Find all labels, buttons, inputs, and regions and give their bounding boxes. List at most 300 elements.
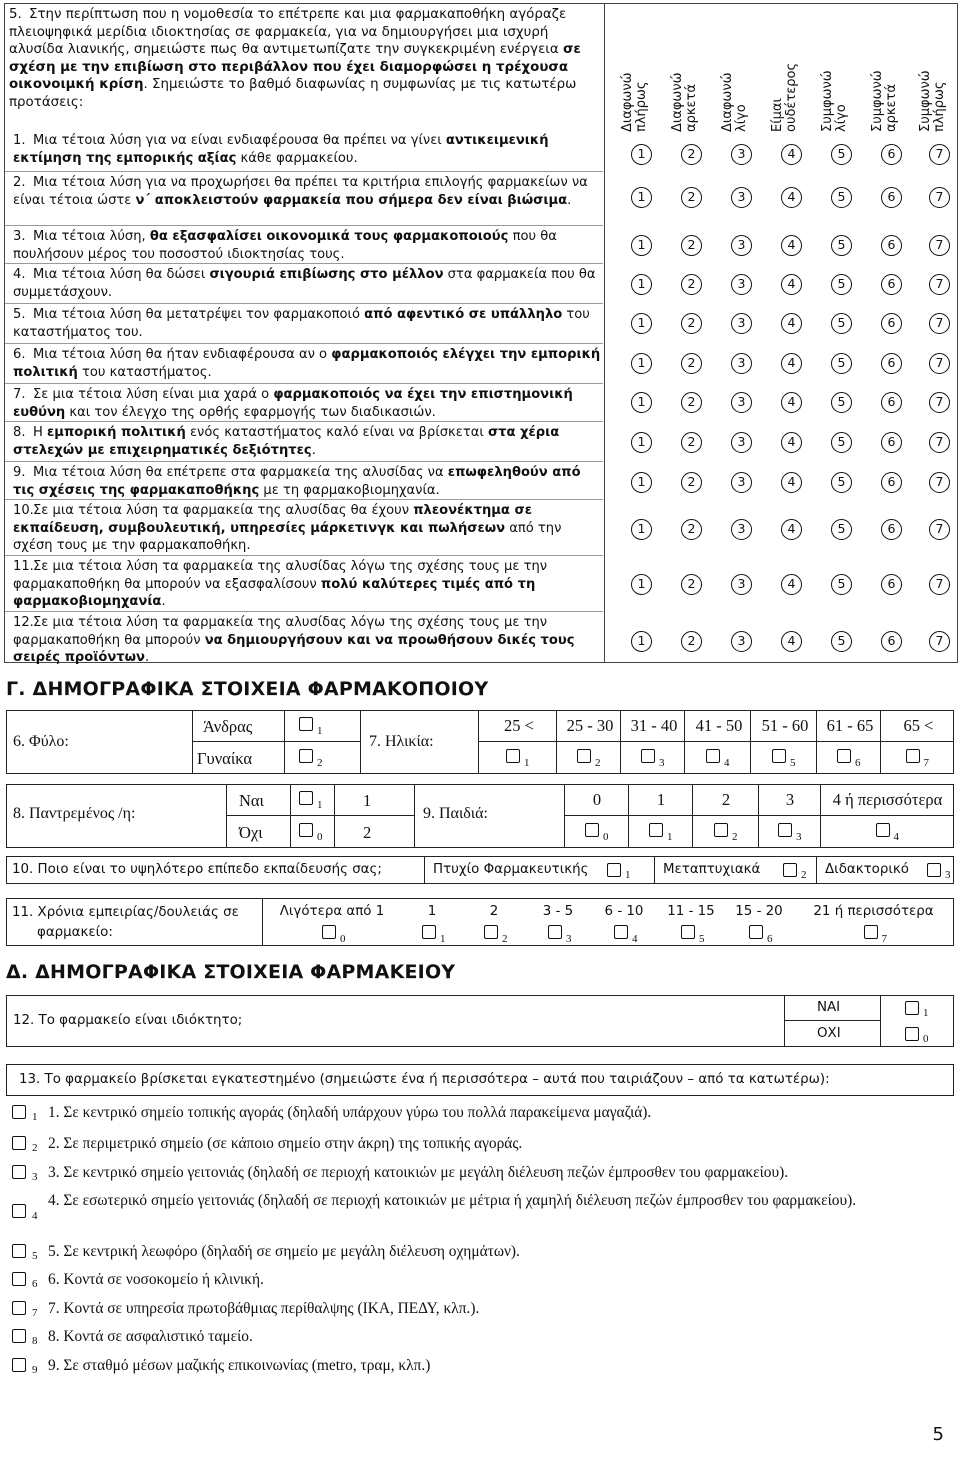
location-option-text: 5. Σε κεντρική λεωφόρο (δηλαδή σε σημείο με μεγάλη διέλευση οχημάτων). [48, 1243, 520, 1260]
checkbox-code: 3 [566, 933, 572, 945]
statement-number: 3. [13, 229, 26, 244]
rating-option-5[interactable]: 5 [831, 144, 852, 165]
question-5-text [9, 6, 599, 112]
statement-text [13, 614, 601, 667]
rating-option-7[interactable]: 7 [929, 313, 950, 334]
location-option-text: 8. Κοντά σε ασφαλιστικό ταμείο. [48, 1328, 253, 1345]
statement-text-part: από την σχέση τους με την φαρμακαποθήκη. [13, 520, 562, 554]
location-option-text: 9. Σε σταθμό μέσων μαζικής επικοινωνίας (metro, τραμ, κλπ.) [48, 1357, 431, 1374]
statement-text-part: . [567, 192, 572, 208]
statement-text-part: Μια τέτοια λύση θα επέτρεπε στα φαρμακεία της αλυσίδας να [33, 465, 448, 480]
experience-option-label: 15 - 20 [735, 904, 783, 919]
rating-option-2[interactable]: 2 [681, 574, 702, 595]
statement-text [13, 502, 601, 555]
rating-option-7[interactable]: 7 [929, 574, 950, 595]
checkbox-code: 9 [32, 1364, 38, 1376]
rating-option-7[interactable]: 7 [929, 631, 950, 652]
statement-text-bold: εμπορική πολιτική [47, 425, 186, 440]
rating-option-4[interactable]: 4 [781, 392, 802, 413]
age-option-checkbox[interactable] [506, 749, 520, 763]
age-option-checkbox[interactable] [837, 749, 851, 763]
gender-option-female: Γυναίκα [197, 749, 253, 768]
checkbox-code: 7 [881, 933, 887, 945]
rating-option-7[interactable]: 7 [929, 144, 950, 165]
rating-option-4[interactable]: 4 [781, 631, 802, 652]
marital-label: 8. Παντρεμένος /η: [13, 805, 136, 822]
age-range-label: 25 - 30 [566, 716, 614, 735]
experience-option-checkbox[interactable] [614, 925, 628, 939]
location-option-text: 2. Σε περιμετρικό σημείο (σε κάποιο σημείο στην άκρη) της τοπικής αγοράς. [48, 1135, 523, 1152]
row-divider [5, 171, 603, 172]
statement-text-part: ενός καταστήματος καλό είναι να βρίσκεται [185, 425, 488, 440]
age-range-label: 31 - 40 [630, 716, 678, 735]
statement-text-part: Σε μια τέτοια λύση τα φαρμακεία της αλυσίδας θα έχουν [33, 503, 414, 518]
rating-option-3[interactable]: 3 [731, 235, 752, 256]
location-option-text: 1. Σε κεντρικό σημείο τοπικής αγοράς (δηλαδή υπάρχουν γύρω του πολλά παρακείμενα μαγαζιά). [48, 1104, 652, 1121]
checkbox-code: 1 [667, 831, 673, 843]
checkbox-code: 3 [32, 1171, 38, 1183]
statement-number: 11. [13, 559, 34, 574]
age-range-label: 61 - 65 [826, 716, 874, 735]
rating-row [605, 235, 959, 257]
checkbox-code: 4 [32, 1210, 38, 1222]
rating-option-1[interactable]: 1 [631, 432, 652, 453]
rating-option-1[interactable]: 1 [631, 187, 652, 208]
statement-text-part: Μια τέτοια λύση θα ήταν ενδιαφέρουσα αν ο [33, 347, 332, 362]
statement-text-bold: φαρμακοποιός ελέγχει την εμπορική πολιτική [13, 347, 601, 380]
location-option-checkbox[interactable] [12, 1358, 26, 1372]
statement-text-bold: ν΄ αποκλειστούν φαρμακεία που σήμερα δεν είναι βιώσιμα [135, 192, 568, 208]
rating-option-4[interactable]: 4 [781, 574, 802, 595]
rating-option-5[interactable]: 5 [831, 187, 852, 208]
statement-text-bold: σιγουριά επιβίωσης στο μέλλον [209, 267, 444, 282]
rating-option-3[interactable]: 3 [731, 519, 752, 540]
rating-option-6[interactable]: 6 [881, 274, 902, 295]
gender-female-checkbox[interactable] [299, 749, 313, 763]
experience-table [6, 898, 954, 946]
rating-option-2[interactable]: 2 [681, 274, 702, 295]
rating-option-1[interactable]: 1 [631, 631, 652, 652]
checkbox-code: 4 [724, 757, 730, 769]
statement-number: 12. [13, 615, 34, 630]
age-range-label: 25 < [504, 716, 534, 735]
rating-option-5[interactable]: 5 [831, 235, 852, 256]
checkbox-code: 0 [603, 831, 609, 843]
ownership-label: 12. Το φαρμακείο είναι ιδιόκτητο; [13, 1013, 243, 1028]
children-option-label: 1 [656, 790, 666, 809]
rating-option-2[interactable]: 2 [681, 519, 702, 540]
rating-option-5[interactable]: 5 [831, 631, 852, 652]
experience-option-label: 21 ή περισσότερα [813, 904, 934, 919]
marital-option-yes: Ναι [239, 791, 264, 810]
rating-option-6[interactable]: 6 [881, 519, 902, 540]
scale-header [667, 14, 715, 132]
gender-male-checkbox[interactable] [299, 717, 313, 731]
location-option-text: 7. Κοντά σε υπηρεσία πρωτοβάθμιας περίθαλψης (ΙΚΑ, ΠΕΔΥ, κλπ.). [48, 1300, 480, 1317]
rating-option-6[interactable]: 6 [881, 187, 902, 208]
rating-option-2[interactable]: 2 [681, 235, 702, 256]
children-option-label: 2 [721, 790, 731, 809]
experience-label: 11. Χρόνια εμπειρίας/δουλειάς σε [12, 905, 239, 920]
question-5-block [4, 3, 958, 666]
rating-option-3[interactable]: 3 [731, 313, 752, 334]
statement-text-part: του καταστήματος. [77, 364, 212, 380]
education-option-phd: Διδακτορικό [825, 862, 909, 877]
statement-number: 5. [13, 307, 26, 322]
rating-option-2[interactable]: 2 [681, 432, 702, 453]
question-text: . Σημειώστε το βαθμό διαφωνίας η συμφωνίας με τις κατωτέρω προτάσεις: [9, 77, 577, 110]
statement-text [13, 174, 601, 209]
row-divider [5, 383, 603, 384]
statement-text [13, 386, 601, 421]
rating-row [605, 144, 959, 166]
age-range-label: 41 - 50 [695, 716, 743, 735]
age-option-checkbox[interactable] [772, 749, 786, 763]
rating-option-1[interactable]: 1 [631, 144, 652, 165]
location-option [0, 1162, 960, 1186]
location-option-checkbox[interactable] [12, 1244, 26, 1258]
rating-option-5[interactable]: 5 [831, 274, 852, 295]
rating-option-3[interactable]: 3 [731, 187, 752, 208]
statement-text-part: Μια τέτοια λύση για να προχωρήσει θα πρέπει τα κριτήρια επιλογής φαρμακείων να είναι τέτοια ώστε [13, 175, 588, 208]
location-option-checkbox[interactable] [12, 1204, 26, 1218]
checkbox-code: 8 [32, 1335, 38, 1347]
location-option-checkbox[interactable] [12, 1105, 26, 1119]
row-divider [5, 421, 603, 422]
statement-text-part: Μια τέτοια λύση θα μετατρέψει τον φαρμακοποιό [33, 307, 365, 322]
rating-option-7[interactable]: 7 [929, 353, 950, 374]
rating-option-5[interactable]: 5 [831, 353, 852, 374]
rating-option-4[interactable]: 4 [781, 519, 802, 540]
rating-option-6[interactable]: 6 [881, 144, 902, 165]
statement-text-bold: φαρμακοποιός να έχει την επιστημονική ευθύνη [13, 387, 573, 420]
checkbox-code: 5 [699, 933, 705, 945]
rating-option-1[interactable]: 1 [631, 472, 652, 493]
page-number: 5 [932, 1424, 944, 1445]
rating-option-5[interactable]: 5 [831, 432, 852, 453]
age-option-checkbox[interactable] [706, 749, 720, 763]
gender-label: 6. Φύλο: [13, 733, 69, 750]
marital-no-checkbox[interactable] [299, 823, 313, 837]
location-option [0, 1298, 960, 1322]
age-range-label: 51 - 60 [761, 716, 809, 735]
rating-option-2[interactable]: 2 [681, 631, 702, 652]
statement-text [13, 558, 601, 611]
scale-header-label: Διαφωνώ πλήρως [620, 72, 649, 132]
experience-option-label: 6 - 10 [604, 904, 644, 919]
rating-row [605, 519, 959, 541]
checkbox-code: 2 [502, 933, 508, 945]
rating-option-6[interactable]: 6 [881, 353, 902, 374]
statement-text-bold: πολύ καλύτερες τιμές από τη φαρμακοβιομηχανία [13, 576, 536, 610]
age-range-label: 65 < [903, 716, 934, 735]
rating-option-7[interactable]: 7 [929, 274, 950, 295]
question-text-bold: σε σχέση με την επιβίωση στο περιβάλλον που έχει διαμορφώσει η τρέχουσα οικονοιμκή κρίση [9, 42, 581, 93]
location-option-text: 6. Κοντά σε νοσοκομείο ή κλινική. [48, 1271, 264, 1288]
location-option [0, 1190, 960, 1234]
ownership-option-yes: ΝΑΙ [817, 1000, 841, 1015]
rating-option-6[interactable]: 6 [881, 392, 902, 413]
experience-option-label: 11 - 15 [667, 904, 715, 919]
statement-text [13, 132, 601, 167]
rating-option-2[interactable]: 2 [681, 144, 702, 165]
children-option-label: 4 ή περισσότερα [832, 790, 943, 809]
education-option-degree: Πτυχίο Φαρμακευτικής [433, 862, 589, 877]
rating-option-6[interactable]: 6 [881, 235, 902, 256]
statement-text-part: Η [33, 425, 48, 440]
location-option-checkbox[interactable] [12, 1272, 26, 1286]
rating-option-6[interactable]: 6 [881, 432, 902, 453]
statement-number: 9. [13, 465, 26, 480]
scale-header [767, 14, 815, 132]
rating-option-4[interactable]: 4 [781, 235, 802, 256]
checkbox-code: 0 [340, 933, 346, 945]
row-divider [5, 461, 603, 462]
experience-option-label: 1 [427, 904, 437, 919]
children-option-checkbox[interactable] [714, 823, 728, 837]
rating-option-4[interactable]: 4 [781, 187, 802, 208]
rating-option-5[interactable]: 5 [831, 392, 852, 413]
statement-text [13, 424, 601, 459]
rating-option-2[interactable]: 2 [681, 313, 702, 334]
location-option-text: 4. Σε εσωτερικό σημείο γειτονιάς (δηλαδή σε περιοχή κατοικιών με μέτρια ή χαμηλή διέλευση πεζών έμπροσθεν του φαρμακείου). [48, 1192, 857, 1209]
rating-option-4[interactable]: 4 [781, 313, 802, 334]
experience-option-checkbox[interactable] [681, 925, 695, 939]
age-option-checkbox[interactable] [906, 749, 920, 763]
age-option-checkbox[interactable] [577, 749, 591, 763]
statement-text-part: του καταστήματος του. [13, 307, 590, 340]
experience-option-checkbox[interactable] [749, 925, 763, 939]
education-option-masters: Μεταπτυχιακά [663, 862, 761, 877]
children-option-checkbox[interactable] [778, 823, 792, 837]
rating-option-6[interactable]: 6 [881, 574, 902, 595]
statement-text [13, 464, 601, 499]
checkbox-code: 7 [32, 1307, 38, 1319]
location-option [0, 1133, 960, 1157]
rating-option-7[interactable]: 7 [929, 519, 950, 540]
statement-text-bold: θα εξασφαλίσει οικονομικά τους φαρμακοποιούς [149, 229, 509, 244]
age-option-checkbox[interactable] [641, 749, 655, 763]
marital-value-no: 2 [363, 823, 372, 842]
rating-option-7[interactable]: 7 [929, 187, 950, 208]
location-question-box [6, 1064, 954, 1096]
rating-option-3[interactable]: 3 [731, 274, 752, 295]
statement-number: 4. [13, 267, 26, 282]
scale-header-label: Συμφωνώ λίγο [820, 70, 849, 132]
statement-text-part: κάθε φαρμακείου. [236, 150, 358, 166]
children-label: 9. Παιδιά: [423, 805, 488, 822]
row-divider [5, 611, 603, 612]
rating-option-1[interactable]: 1 [631, 313, 652, 334]
children-option-label: 0 [592, 790, 602, 809]
ownership-no-checkbox[interactable] [905, 1027, 919, 1041]
section-d-title: Δ. ΔΗΜΟΓΡΑΦΙΚΑ ΣΤΟΙΧΕΙΑ ΦΑΡΜΑΚΕΙΟΥ [6, 961, 456, 983]
checkbox-code: 1 [524, 757, 530, 769]
scale-header [867, 14, 915, 132]
marital-value-yes: 1 [363, 791, 372, 810]
location-label: 13. Το φαρμακείο βρίσκεται εγκατεστημένο (σημειώστε ένα ή περισσότερα – αυτά που ταιριάζουν – από τα κατωτέρω): [19, 1072, 830, 1087]
rating-option-5[interactable]: 5 [831, 574, 852, 595]
rating-option-6[interactable]: 6 [881, 472, 902, 493]
rating-option-7[interactable]: 7 [929, 432, 950, 453]
statement-text-part: που θα πουλήσουν μέρος του ποσοστού ιδιοκτησίας τους. [13, 229, 557, 262]
statement-text [13, 306, 601, 341]
row-divider [5, 263, 603, 264]
statement-text-part: . [311, 442, 316, 458]
statement-text-bold: από αφεντικό σε υπάλληλο [364, 307, 563, 322]
rating-option-7[interactable]: 7 [929, 392, 950, 413]
rating-option-2[interactable]: 2 [681, 392, 702, 413]
education-degree-checkbox[interactable] [607, 863, 621, 877]
rating-option-7[interactable]: 7 [929, 472, 950, 493]
checkbox-code: 5 [32, 1250, 38, 1262]
statement-text-part: Μια τέτοια λύση θα δώσει [33, 267, 210, 282]
rating-option-5[interactable]: 5 [831, 472, 852, 493]
ownership-option-no: ΟΧΙ [817, 1026, 841, 1041]
experience-option-checkbox[interactable] [484, 925, 498, 939]
rating-option-3[interactable]: 3 [731, 631, 752, 652]
children-option-checkbox[interactable] [876, 823, 890, 837]
rating-option-1[interactable]: 1 [631, 274, 652, 295]
checkbox-code: 1 [32, 1111, 38, 1123]
scale-header [817, 14, 865, 132]
ownership-yes-checkbox[interactable] [905, 1001, 919, 1015]
rating-option-6[interactable]: 6 [881, 313, 902, 334]
statement-text-bold: αντικειμενική εκτίμηση της εμπορικής αξίας [13, 133, 549, 166]
checkbox-code: 2 [595, 757, 601, 769]
age-label: 7. Ηλικία: [369, 733, 434, 750]
rating-option-1[interactable]: 1 [631, 353, 652, 374]
statement-text-part: Σε μια τέτοια λύση είναι μια χαρά ο [33, 387, 274, 402]
rating-row [605, 631, 959, 653]
statement-text [13, 266, 601, 301]
location-option-checkbox[interactable] [12, 1136, 26, 1150]
section-c-title: Γ. ΔΗΜΟΓΡΑΦΙΚΑ ΣΤΟΙΧΕΙΑ ΦΑΡΜΑΚΟΠΟΙΟΥ [6, 678, 489, 700]
rating-option-5[interactable]: 5 [831, 519, 852, 540]
scale-header [915, 14, 960, 132]
row-divider [5, 303, 603, 304]
location-option-checkbox[interactable] [12, 1329, 26, 1343]
marital-yes-checkbox[interactable] [299, 791, 313, 805]
rating-option-2[interactable]: 2 [681, 353, 702, 374]
scale-header-label: Συμφωνώ πλήρως [918, 70, 947, 132]
row-divider [5, 343, 603, 344]
experience-option-checkbox[interactable] [548, 925, 562, 939]
rating-option-1[interactable]: 1 [631, 392, 652, 413]
education-masters-checkbox[interactable] [783, 863, 797, 877]
rating-option-4[interactable]: 4 [781, 274, 802, 295]
statement-number: 1. [13, 133, 26, 148]
children-option-checkbox[interactable] [649, 823, 663, 837]
marital-option-no: Όχι [239, 823, 263, 842]
scale-header-label: Είμαι ουδέτερος [770, 62, 799, 132]
checkbox-code: 4 [632, 933, 638, 945]
statement-text-part: στα φαρμακεία που θα συμμετάσχουν. [13, 267, 596, 300]
statement-text-part: Σε μια τέτοια λύση τα φαρμακεία της αλυσίδας λόγω της σχέσης τους με την φαρμακαποθήκη θα μπορούν να εξασφαλίσουν [13, 559, 548, 592]
location-option [0, 1241, 960, 1265]
statement-text-part: . [161, 594, 166, 610]
location-option-checkbox[interactable] [12, 1301, 26, 1315]
experience-option-checkbox[interactable] [864, 925, 878, 939]
statement-text-bold: στα χέρια στελεχών με επιχειρηματικές δεξιότητες [13, 425, 560, 458]
rating-option-6[interactable]: 6 [881, 631, 902, 652]
scale-header-label: Διαφωνώ λίγο [720, 72, 749, 132]
location-option [0, 1269, 960, 1293]
rating-option-4[interactable]: 4 [781, 353, 802, 374]
experience-option-label: 2 [489, 904, 499, 919]
location-option-checkbox[interactable] [12, 1165, 26, 1179]
checkbox-code: 1 [440, 933, 446, 945]
rating-row [605, 472, 959, 494]
rating-option-3[interactable]: 3 [731, 432, 752, 453]
scale-header-label: Διαφωνώ αρκετά [670, 72, 699, 132]
gender-age-table: 6. Φύλο: Άνδρας Γυναίκα 1 2 7. Ηλικία: 25 < 1 25 - 30 2 31 - 40 3 41 - 50 4 51 - 60 5 61 - 65 6 65 < 7 [6, 710, 954, 774]
rating-option-2[interactable]: 2 [681, 472, 702, 493]
location-option [0, 1326, 960, 1350]
education-phd-checkbox[interactable] [927, 863, 941, 877]
rating-option-3[interactable]: 3 [731, 353, 752, 374]
statement-text-part: Μια τέτοια λύση, [33, 229, 150, 244]
checkbox-code: 3 [796, 831, 802, 843]
statement-number: 7. [13, 387, 26, 402]
rating-option-1[interactable]: 1 [631, 235, 652, 256]
rating-option-5[interactable]: 5 [831, 313, 852, 334]
experience-option-label: Λιγότερα από 1 [279, 904, 385, 919]
rating-option-2[interactable]: 2 [681, 187, 702, 208]
question-text: Στην περίπτωση που η νομοθεσία το επέτρεπε και μια φαρμακαποθήκη αγόραζε πλειοψηφικά μερίδια ιδιοκτησίας σε φαρμακεία, για να δημιουργήσει μια ισχυρή αλυσίδα λιανικής, σημειώστε πως θα αντιμετωπίζατε την συγκεκριμένη ενέργεια [9, 7, 567, 58]
rating-option-1[interactable]: 1 [631, 574, 652, 595]
statement-text-bold: να δημιουργήσουν και να προωθήσουν δικές τους σειρές προϊόντων [13, 632, 575, 666]
checkbox-code: 6 [32, 1278, 38, 1290]
row-divider [5, 499, 603, 500]
rating-option-3[interactable]: 3 [731, 144, 752, 165]
scale-headers [609, 14, 957, 132]
marital-children-table: 8. Παντρεμένος /η: Ναι Όχι 1 0 1 2 9. Παιδιά: 0 0 1 1 2 2 3 3 4 ή περισσότερα 4 [6, 784, 954, 848]
question-number: 5. [9, 7, 22, 22]
checkbox-code: 2 [32, 1142, 38, 1154]
rating-option-4[interactable]: 4 [781, 472, 802, 493]
experience-label-cont: φαρμακείο: [37, 925, 113, 940]
rating-option-1[interactable]: 1 [631, 519, 652, 540]
checkbox-code: 7 [923, 757, 929, 769]
checkbox-code: 4 [893, 831, 899, 843]
rating-row [605, 274, 959, 296]
statement-text-part: Μια τέτοια λύση για να είναι ενδιαφέρουσα θα πρέπει να γίνει [33, 133, 446, 148]
statement-text-bold: πλεονέκτημα σε εκπαίδευση, συμβουλευτική, υπηρεσίες μάρκετινγκ και πωλήσεων [13, 503, 532, 536]
rating-option-7[interactable]: 7 [929, 235, 950, 256]
rating-option-3[interactable]: 3 [731, 574, 752, 595]
children-option-checkbox[interactable] [585, 823, 599, 837]
experience-option-checkbox[interactable] [422, 925, 436, 939]
statement-number: 8. [13, 425, 26, 440]
children-option-label: 3 [785, 790, 795, 809]
rating-option-4[interactable]: 4 [781, 432, 802, 453]
rating-option-4[interactable]: 4 [781, 144, 802, 165]
rating-row [605, 432, 959, 454]
experience-option-checkbox[interactable] [322, 925, 336, 939]
rating-row [605, 187, 959, 209]
rating-row [605, 353, 959, 375]
row-divider [5, 225, 603, 226]
rating-option-3[interactable]: 3 [731, 472, 752, 493]
location-option-text: 3. Σε κεντρικό σημείο γειτονιάς (δηλαδή σε περιοχή κατοικιών με μεγάλη διέλευση πεζών έμπροσθεν του φαρμακείου). [48, 1164, 789, 1181]
statement-text [13, 346, 601, 381]
rating-option-3[interactable]: 3 [731, 392, 752, 413]
location-option [0, 1355, 960, 1379]
statement-text-bold: επωφεληθούν από τις σχέσεις της φαρμακαποθήκης [13, 465, 581, 498]
statement-text-part: με τη φαρμακοβιομηχανία. [259, 482, 440, 498]
rating-row [605, 313, 959, 335]
